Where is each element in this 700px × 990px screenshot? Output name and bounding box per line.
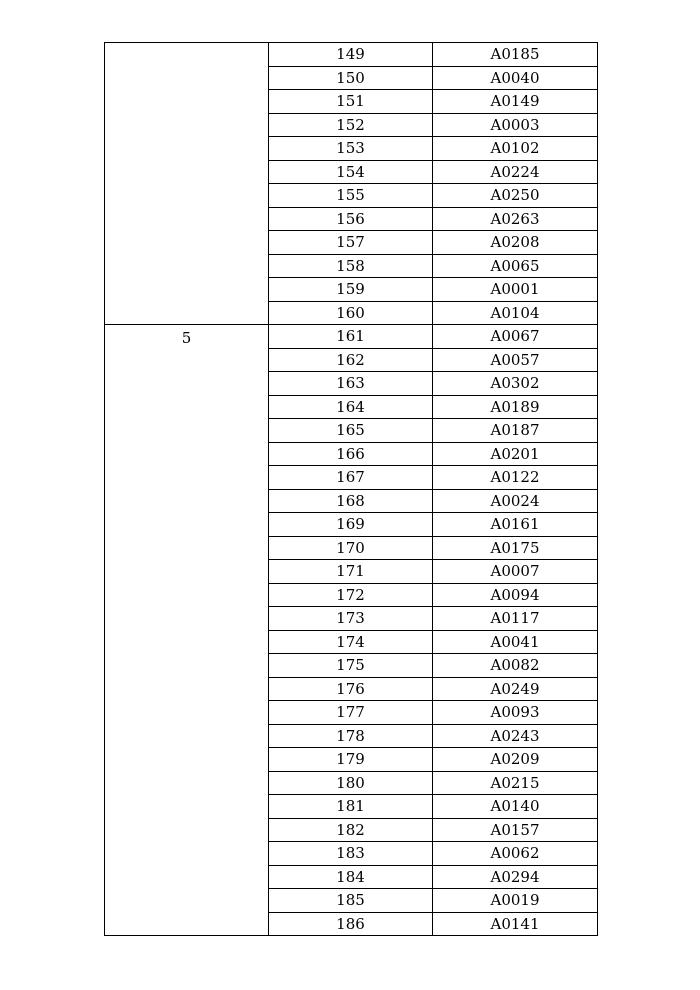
sequence-number-cell: 186: [269, 912, 433, 936]
sequence-number-cell: 181: [269, 795, 433, 819]
code-cell: A0093: [433, 701, 598, 725]
code-cell: A0141: [433, 912, 598, 936]
code-cell: A0215: [433, 771, 598, 795]
code-cell: A0082: [433, 654, 598, 678]
code-cell: A0294: [433, 865, 598, 889]
code-cell: A0201: [433, 442, 598, 466]
group-number-cell: 5: [105, 325, 269, 936]
sequence-number-cell: 170: [269, 536, 433, 560]
sequence-number-cell: 158: [269, 254, 433, 278]
code-cell: A0187: [433, 419, 598, 443]
code-cell: A0263: [433, 207, 598, 231]
sequence-number-cell: 180: [269, 771, 433, 795]
sequence-number-cell: 156: [269, 207, 433, 231]
sequence-number-cell: 162: [269, 348, 433, 372]
code-cell: A0175: [433, 536, 598, 560]
sequence-number-cell: 149: [269, 43, 433, 67]
code-cell: A0019: [433, 889, 598, 913]
code-cell: A0062: [433, 842, 598, 866]
sequence-number-cell: 183: [269, 842, 433, 866]
sequence-number-cell: 178: [269, 724, 433, 748]
code-cell: A0007: [433, 560, 598, 584]
code-cell: A0003: [433, 113, 598, 137]
sequence-number-cell: 177: [269, 701, 433, 725]
table-body: [105, 43, 598, 936]
sequence-number-cell: 160: [269, 301, 433, 325]
sequence-number-cell: 166: [269, 442, 433, 466]
code-cell: A0209: [433, 748, 598, 772]
sequence-number-cell: 165: [269, 419, 433, 443]
sequence-number-cell: 171: [269, 560, 433, 584]
code-cell: A0208: [433, 231, 598, 255]
sequence-number-cell: 169: [269, 513, 433, 537]
sequence-number-cell: 154: [269, 160, 433, 184]
code-cell: A0189: [433, 395, 598, 419]
code-cell: A0102: [433, 137, 598, 161]
sequence-number-cell: 179: [269, 748, 433, 772]
sequence-number-cell: 150: [269, 66, 433, 90]
sequence-number-cell: 153: [269, 137, 433, 161]
code-cell: A0157: [433, 818, 598, 842]
code-cell: A0250: [433, 184, 598, 208]
code-cell: A0057: [433, 348, 598, 372]
code-cell: A0140: [433, 795, 598, 819]
code-cell: A0185: [433, 43, 598, 67]
code-cell: A0122: [433, 466, 598, 490]
sequence-number-cell: 176: [269, 677, 433, 701]
code-cell: A0065: [433, 254, 598, 278]
sequence-number-cell: 168: [269, 489, 433, 513]
code-cell: A0243: [433, 724, 598, 748]
table-row: [105, 43, 598, 67]
sequence-number-cell: 152: [269, 113, 433, 137]
code-cell: A0067: [433, 325, 598, 349]
sequence-number-cell: 151: [269, 90, 433, 114]
group-number-cell: [105, 43, 269, 325]
code-cell: A0149: [433, 90, 598, 114]
sequence-number-cell: 172: [269, 583, 433, 607]
code-cell: A0040: [433, 66, 598, 90]
sequence-number-cell: 185: [269, 889, 433, 913]
sequence-number-cell: 161: [269, 325, 433, 349]
code-cell: A0161: [433, 513, 598, 537]
table-row: [105, 325, 598, 349]
code-cell: A0249: [433, 677, 598, 701]
sequence-number-cell: 164: [269, 395, 433, 419]
code-cell: A0302: [433, 372, 598, 396]
results-table: [104, 42, 598, 936]
code-cell: A0001: [433, 278, 598, 302]
sequence-number-cell: 159: [269, 278, 433, 302]
sequence-number-cell: 174: [269, 630, 433, 654]
code-cell: A0094: [433, 583, 598, 607]
code-cell: A0224: [433, 160, 598, 184]
code-cell: A0117: [433, 607, 598, 631]
sequence-number-cell: 175: [269, 654, 433, 678]
code-cell: A0104: [433, 301, 598, 325]
sequence-number-cell: 173: [269, 607, 433, 631]
code-cell: A0041: [433, 630, 598, 654]
sequence-number-cell: 184: [269, 865, 433, 889]
code-cell: A0024: [433, 489, 598, 513]
sequence-number-cell: 157: [269, 231, 433, 255]
sequence-number-cell: 167: [269, 466, 433, 490]
sequence-number-cell: 155: [269, 184, 433, 208]
sequence-number-cell: 163: [269, 372, 433, 396]
sequence-number-cell: 182: [269, 818, 433, 842]
